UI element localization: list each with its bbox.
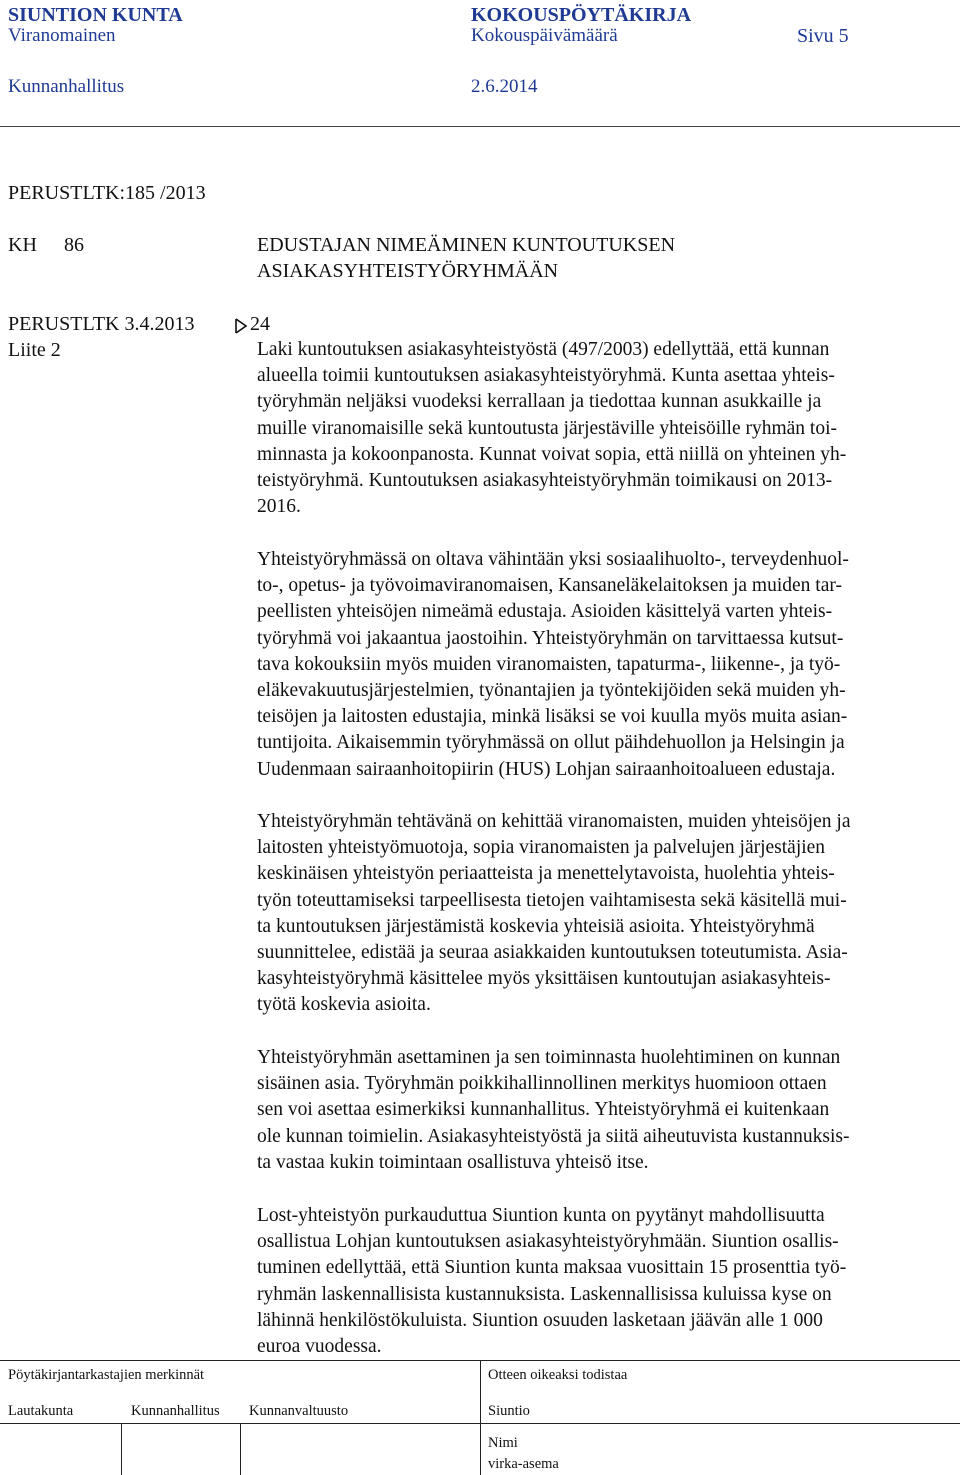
previous-reference-number: 24 <box>250 313 270 335</box>
name-label: Nimi <box>488 1435 518 1451</box>
page-number: Sivu 5 <box>797 25 849 47</box>
text-line: minnasta ja kokoonpanosta. Kunnat voivat sopia, että niillä on yhteinen yh- <box>257 443 847 465</box>
text-line: ta kuntoutuksen järjestämistä koskevia yhteisiä asioita. Yhteistyöryhmä <box>257 915 815 937</box>
text-line: Laki kuntoutuksen asiakasyhteistyöstä (497/2003) edellyttää, että kunnan <box>257 339 830 360</box>
text-line: peellisten yhteisöjen nimeämä edustaja. Asioiden käsittelyä varten yhteis- <box>257 601 833 623</box>
footer-center-divider <box>480 1360 481 1475</box>
reference-perustltk: PERUSTLTK:185 /2013 <box>8 182 206 204</box>
footer-col-divider-2 <box>240 1423 241 1475</box>
text-line: Yhteistyöryhmän tehtävänä on kehittää viranomaisten, muiden yhteisöjen ja <box>257 811 851 832</box>
title-label: virka-asema <box>488 1456 559 1472</box>
text-line: teistyöryhmä. Kuntoutuksen asiakasyhteistyöryhmän toimikausi on 2013- <box>257 470 833 492</box>
text-line: tava kokouksiin myös muiden viranomaisten, tapaturma-, liikenne-, ja työ- <box>257 653 841 675</box>
text-line: osallistua Lohjan kuntoutuksen asiakasyhteistyöryhmään. Siuntion osallis- <box>257 1231 839 1253</box>
text-line: Yhteistyöryhmän asettaminen ja sen toiminnasta huolehtiminen on kunnan <box>257 1047 841 1068</box>
text-line: ta vastaa kukin toimintaan osallistuva yhteisö itse. <box>257 1151 649 1173</box>
text-line: 2016. <box>257 496 301 518</box>
text-line: ryhmän laskennallisista kustannuksista. Laskennallisissa kuluissa kyse on <box>257 1283 832 1305</box>
paragraph-5 <box>257 1203 953 1360</box>
text-line: Uudenmaan sairaanhoitopiirin (HUS) Lohjan sairaanhoitoalueen edustaja. <box>257 758 836 780</box>
text-line: tuminen edellyttää, että Siuntion kunta maksaa vuosittain 15 prosenttia työ- <box>257 1257 847 1279</box>
text-line: Lost-yhteistyön purkauduttua Siuntion kunta on pyytänyt mahdollisuutta <box>257 1205 825 1226</box>
paragraph-2 <box>257 547 953 783</box>
document-type: KOKOUSPÖYTÄKIRJA <box>471 4 692 26</box>
paragraph-1 <box>257 337 953 520</box>
footer-col-divider-1 <box>121 1423 122 1475</box>
text-line: euroa vuodessa. <box>257 1336 382 1358</box>
text-line: muille viranomaisille sekä kuntoutusta järjestäville yhteisöille ryhmän toi- <box>257 417 837 439</box>
text-line: työryhmän neljäksi vuodeksi kerrallaan ja tiedottaa kunnan asukkaille ja <box>257 391 822 413</box>
text-line: ole kunnan toimielin. Asiakasyhteistyöstä ja siitä aiheutuvista kustannuksis- <box>257 1125 850 1147</box>
text-line: laitosten yhteistyömuotoja, sopia viranomaisten ja palvelujen järjestäjien <box>257 837 826 859</box>
meeting-body: Kunnanhallitus <box>8 76 125 97</box>
text-line: eläkevakuutusjärjestelmien, työnantajien ja työntekijöiden sekä muiden yh- <box>257 680 846 702</box>
meeting-date: 2.6.2014 <box>471 76 538 97</box>
text-line: kasyhteistyöryhmä käsittelee myös yksittäisen kuntoutujan asiakasyhteis- <box>257 968 831 990</box>
paragraph-3 <box>257 809 953 1019</box>
arrow-symbol-icon <box>233 318 249 334</box>
previous-reference: PERUSTLTK 3.4.2013 <box>8 313 195 335</box>
text-line: sen voi asettaa esimerkiksi kunnanhallitus. Yhteistyöryhmä ei kuitenkaan <box>257 1099 830 1121</box>
kh-number: 86 <box>64 234 84 256</box>
text-line: työryhmä voi jakaantua jaostoihin. Yhteistyöryhmän on tarvittaessa kutsut- <box>257 627 844 649</box>
header-divider <box>0 126 960 127</box>
footer-col-kunnanhallitus: Kunnanhallitus <box>131 1403 220 1419</box>
meeting-date-label: Kokouspäivämäärä <box>471 25 618 46</box>
authority-label: Viranomainen <box>8 25 116 46</box>
text-line: työn toteuttamiseksi tarpeellisesta tietojen vaihtamisesta sekä käsitellä mui- <box>257 889 847 911</box>
footer-place: Siuntio <box>488 1403 530 1419</box>
text-line: keskinäisen yhteistyön periaatteista ja menettelytavoista, huolehtia yhteis- <box>257 863 835 885</box>
text-line: sisäinen asia. Työryhmän poikkihallinnollinen merkitys huomioon ottaen <box>257 1073 827 1095</box>
municipality-name: SIUNTION KUNTA <box>8 4 183 26</box>
kh-label: KH <box>8 234 37 256</box>
checkers-label: Pöytäkirjantarkastajien merkinnät <box>8 1367 205 1383</box>
text-line: to-, opetus- ja työvoimaviranomaisen, Kansaneläkelaitoksen ja muiden tar- <box>257 575 842 597</box>
attachment-label: Liite 2 <box>8 339 61 361</box>
text-line: suunnittelee, edistää ja seuraa asiakkaiden kuntoutuksen toteutumista. Asia- <box>257 942 848 964</box>
text-line: teisöjen ja laitosten edustajia, minkä lisäksi se voi kuulla myös muita asian- <box>257 706 848 728</box>
item-title-line-2: ASIAKASYHTEISTYÖRYHMÄÄN <box>257 260 559 282</box>
item-title-line-1: EDUSTAJAN NIMEÄMINEN KUNTOUTUKSEN <box>257 234 676 256</box>
footer-col-kunnanvaltuusto: Kunnanvaltuusto <box>249 1403 349 1419</box>
text-line: työtä koskevia asioita. <box>257 994 431 1016</box>
text-line: tuntijoita. Aikaisemmin työryhmässä on ollut päihdehuollon ja Helsingin ja <box>257 732 845 754</box>
text-line: alueella toimii kuntoutuksen asiakasyhteistyöryhmä. Kunta asettaa yhteis- <box>257 365 835 387</box>
paragraph-4 <box>257 1045 953 1176</box>
footer-mid-divider <box>0 1423 960 1424</box>
text-line: Yhteistyöryhmässä on oltava vähintään yksi sosiaalihuolto-, terveydenhuol- <box>257 549 849 570</box>
text-line: lähinnä henkilöstökuluista. Siuntion osuuden lasketaan jäävän alle 1 000 <box>257 1309 823 1331</box>
footer-col-lautakunta: Lautakunta <box>8 1403 74 1419</box>
certify-label: Otteen oikeaksi todistaa <box>488 1367 628 1383</box>
